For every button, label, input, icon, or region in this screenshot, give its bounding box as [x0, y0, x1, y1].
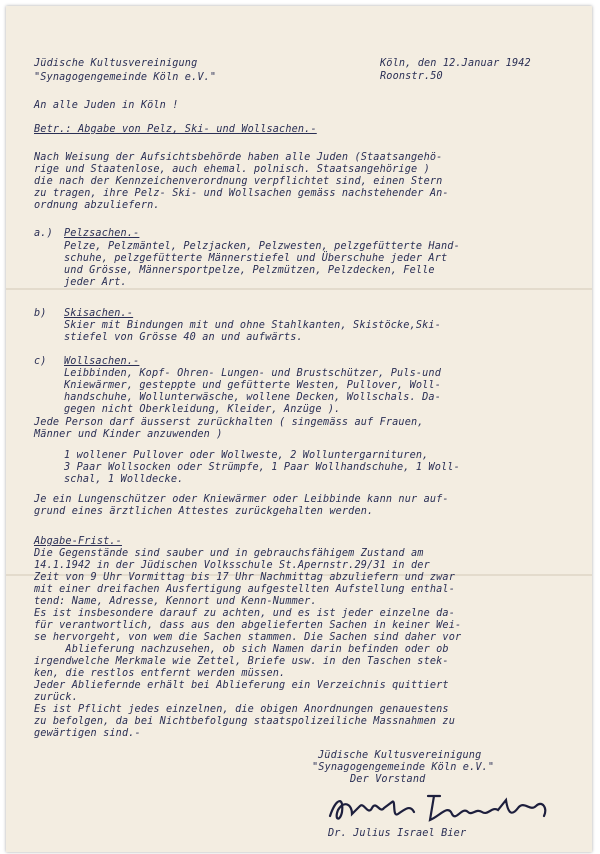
text-line: schal, 1 Wolldecke. [64, 474, 184, 485]
text-line: irgendwelche Merkmale wie Zettel, Briefe usw. in den Taschen stek- [34, 656, 449, 667]
text-line: Nach Weisung der Aufsichtsbehörde haben alle Juden (Staatsangehö- [34, 152, 443, 163]
text-line: stiefel von Grösse 40 an und aufwärts. [64, 332, 303, 343]
letterhead-org-name: Jüdische Kultusvereinigung [34, 58, 198, 69]
letter-page [6, 6, 592, 852]
text-line: Es ist insbesondere darauf zu achten, und es ist jeder einzelne da- [34, 608, 455, 619]
handwritten-signature-icon [322, 786, 562, 830]
text-line: zu tragen, ihre Pelz- Ski- und Wollsachen gemäss nachstehender An- [34, 188, 449, 199]
text-line: 14.1.1942 in der Jüdischen Volksschule St.Apernstr.29/31 in der [34, 560, 430, 571]
text-line: handschuhe, Wollunterwäsche, wollene Decken, Wollschals. Da- [64, 392, 442, 403]
section-marker: c) [34, 356, 47, 367]
section-heading: Wollsachen.- [64, 356, 140, 367]
closing-org-subtitle: "Synagogengemeinde Köln e.V." [312, 762, 495, 773]
text-line: Je ein Lungenschützer oder Kniewärmer oder Leibbinde kann nur auf- [34, 494, 449, 505]
text-line: ordnung abzuliefern. [34, 200, 160, 211]
text-line: und Grösse, Männersportpelze, Pelzmützen, Pelzdecken, Felle [64, 265, 435, 276]
text-line: Leibbinden, Kopf- Ohren- Lungen- und Brustschützer, Puls-und [64, 368, 442, 379]
signer-name: Dr. Julius Israel Bier [328, 828, 467, 839]
text-line: Ablieferung nachzusehen, ob sich Namen darin befinden oder ob [34, 644, 449, 655]
text-line: 1 wollener Pullover oder Wollweste, 2 Wolluntergarnituren, [64, 450, 429, 461]
text-line: für verantwortlich, dass aus den abgelieferten Sachen in keiner Wei- [34, 620, 462, 631]
text-line: rige und Staatenlose, auch ehemal. polnisch. Staatsangehörige ) [34, 164, 430, 175]
street-address: Roonstr.50 [380, 71, 443, 82]
text-line: jeder Art. [64, 277, 127, 288]
text-line: grund eines ärztlichen Attestes zurückgehalten werden. [34, 506, 374, 517]
text-line: Männer und Kinder anzuwenden ) [34, 429, 223, 440]
text-line: Jede Person darf äusserst zurückhalten ( singemäss auf Frauen, [34, 417, 424, 428]
section-marker: b) [34, 308, 47, 319]
text-line: die nach der Kennzeichenverordnung verpflichtet sind, einen Stern [34, 176, 443, 187]
closing-org-name: Jüdische Kultusvereinigung [318, 750, 482, 761]
text-line: Pelze, Pelzmäntel, Pelzjacken, Pelzwesten, pelzgefütterte Hand- [64, 241, 460, 252]
text-line: Die Gegenstände sind sauber und in gebrauchsfähigem Zustand am [34, 548, 424, 559]
text-line: gegen nicht Oberkleidung, Kleider, Anzüge ). [64, 404, 341, 415]
section-marker: a.) [34, 228, 53, 239]
text-line: se hervorgeht, von wem die Sachen stammen. Die Sachen sind daher vor [34, 632, 462, 643]
text-line: Zeit von 9 Uhr Vormittag bis 17 Uhr Nachmittag abzuliefern und zwar [34, 572, 455, 583]
salutation: An alle Juden in Köln ! [34, 100, 179, 111]
text-line: Es ist Pflicht jedes einzelnen, die obigen Anordnungen genauestens [34, 704, 449, 715]
section-heading: Skisachen.- [64, 308, 134, 319]
text-line: Skier mit Bindungen mit und ohne Stahlkanten, Skistöcke,Ski- [64, 320, 442, 331]
board-title: Der Vorstand [350, 774, 426, 785]
text-line: ken, die restlos entfernt werden müssen. [34, 668, 286, 679]
text-line: zu befolgen, da bei Nichtbefolgung staatspolizeiliche Massnahmen zu [34, 716, 455, 727]
letterhead-org-subtitle: "Synagogengemeinde Köln e.V." [34, 72, 217, 83]
text-line: Jeder Abliefernde erhält bei Ablieferung ein Verzeichnis quittiert [34, 680, 449, 691]
subject-line: Betr.: Abgabe von Pelz, Ski- und Wollsachen.- [34, 124, 317, 135]
text-line: mit einer dreifachen Ausfertigung aufgestellten Aufstellung enthal- [34, 584, 455, 595]
text-line: 3 Paar Wollsocken oder Strümpfe, 1 Paar Wollhandschuhe, 1 Woll- [64, 462, 460, 473]
text-line: gewärtigen sind.- [34, 728, 141, 739]
text-line: zurück. [34, 692, 78, 703]
place-and-date: Köln, den 12.Januar 1942 [380, 58, 531, 69]
text-line: tend: Name, Adresse, Kennort und Kenn-Nummer. [34, 596, 317, 607]
text-line: Kniewärmer, gesteppte und gefütterte Westen, Pullover, Woll- [64, 380, 442, 391]
section-heading: Pelzsachen.- [64, 228, 140, 239]
text-line: schuhe, pelzgefütterte Männerstiefel und Überschuhe jeder Art [64, 253, 448, 264]
section-heading: Abgabe-Frist.- [34, 536, 122, 547]
